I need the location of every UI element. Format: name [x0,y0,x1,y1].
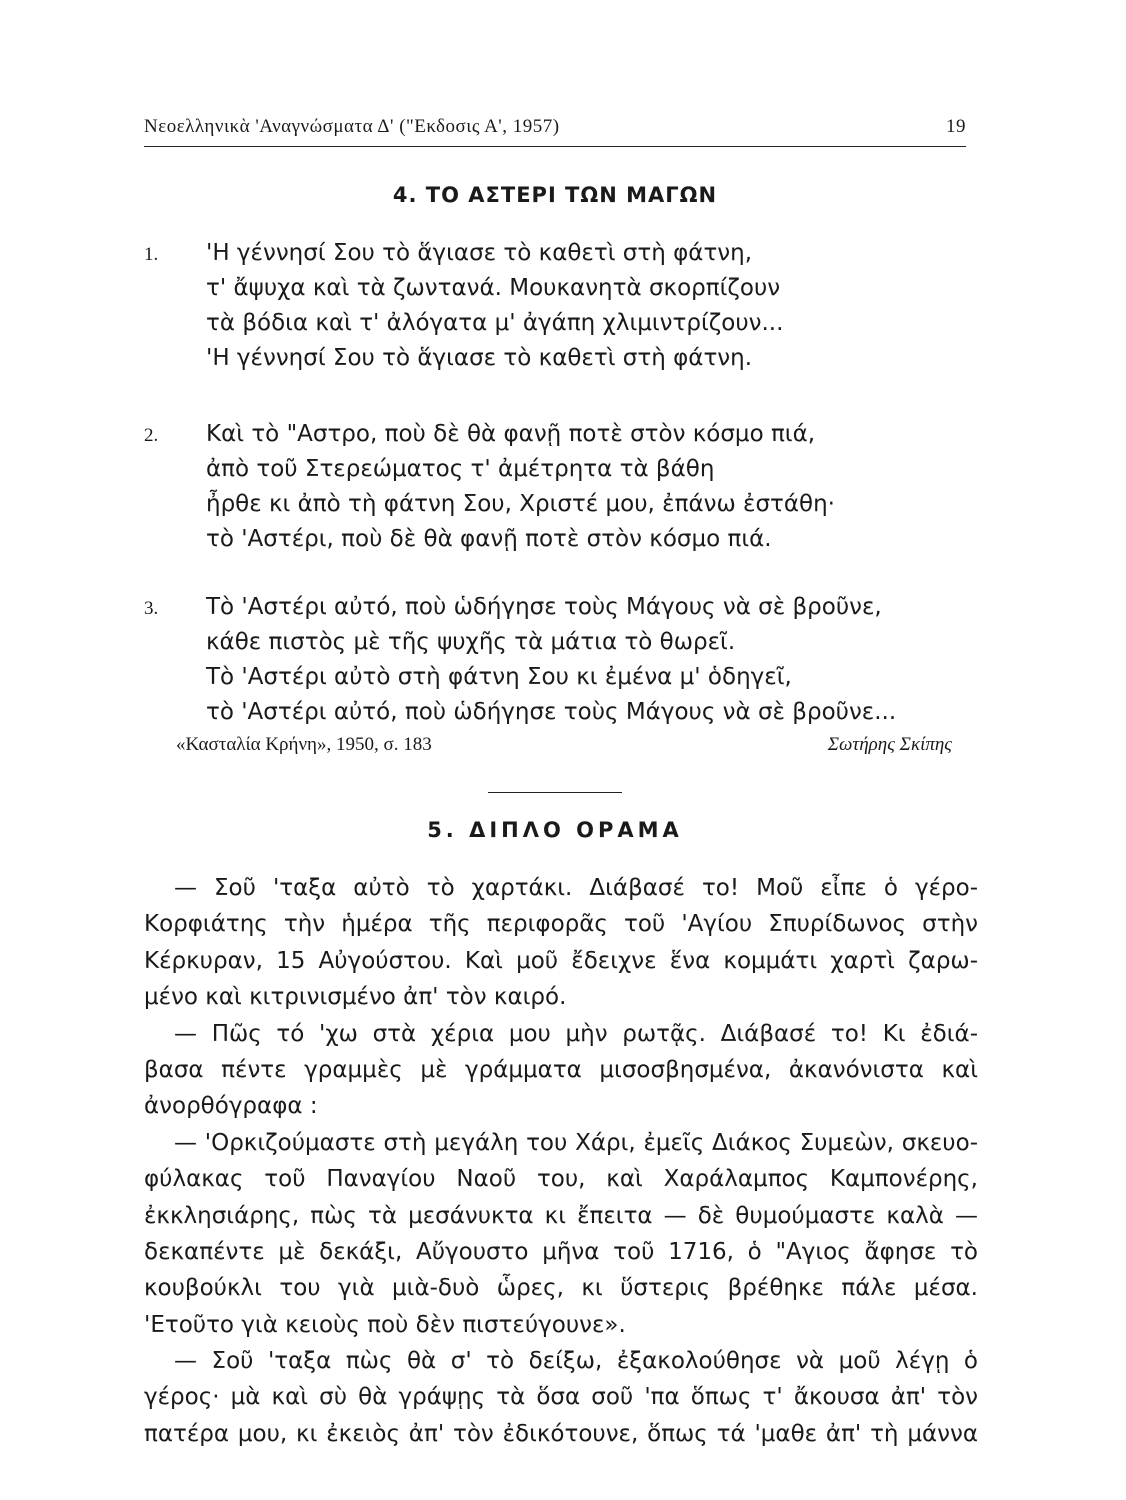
poem-title: 4. ΤΟ ΑΣΤΕΡΙ ΤΩΝ ΜΑΓΩΝ [392,183,718,207]
text-line: ἐκκλησιάρης, πὼς τὰ μεσάνυκτα κι ἔπειτα — δὲ θυμούμαστε καλὰ — [144,1202,978,1229]
text-line: 'Ετοῦτο γιὰ κειοὺς ποὺ δὲν πιστεύγουνε». [144,1311,626,1338]
verse-line: ἀπὸ τοῦ Στερεώματος τ' ἀμέτρητα τὰ βάθη [206,456,715,482]
verse-line: 'Η γέννησί Σου τὸ ἅγιασε τὸ καθετὶ στὴ φάτνη. [206,345,753,371]
poem-source [176,734,952,760]
text-line: μένο καὶ κιτρινισμένο ἀπ' τὸν καιρό. [144,984,567,1011]
verse-line: Καὶ τὸ "Αστρο, ποὺ δὲ θὰ φανῇ ποτὲ στὸν κόσμο πιά, [206,421,816,447]
text-line: γέρος· μὰ καὶ σὺ θὰ γράψῃς τὰ ὅσα σοῦ 'πα ὅπως τ' ἄκουσα ἀπ' τὸν [144,1384,978,1411]
text-line: βασα πέντε γραμμὲς μὲ γράμματα μισοσβησμένα, ἀκανόνιστα καὶ [144,1056,978,1083]
page-number: 19 [946,116,966,137]
text-line: κουβούκλι του γιὰ μιὰ-δυὸ ὧρες, κι ὕστερις βρέθηκε πάλε μέσα. [144,1275,978,1302]
running-header [144,116,966,147]
book-title: Νεοελληνικὰ 'Αναγνώσματα Δ' ("Εκδοσις Α', 1957) [144,116,560,137]
verse-line: τ' ἄψυχα καὶ τὰ ζωντανά. Μουκανητὰ σκορπίζουν [206,275,781,301]
stanza-number: 3. [144,598,159,619]
verse-line: Τὸ 'Αστέρι αὐτό, ποὺ ὡδήγησε τοὺς Μάγους νὰ σὲ βροῦνε, [206,594,882,620]
poem-author: Σωτήρης Σκίπης [827,734,952,755]
stanza-number: 2. [144,425,159,446]
text-line: δεκαπέντε μὲ δεκάξι, Αὔγουστο μῆνα τοῦ 1716, ὁ "Αγιος ἄφησε τὸ [144,1238,978,1265]
verse-line: τὸ 'Αστέρι, ποὺ δὲ θὰ φανῇ ποτὲ στὸν κόσμο πιά. [206,526,772,552]
text-line: — Σοῦ 'ταξα αὐτὸ τὸ χαρτάκι. Διάβασέ το! Μοῦ εἶπε ὁ γέρο- [174,875,978,901]
text-line: — Σοῦ 'ταξα πὼς θὰ σ' τὸ δείξω, ἐξακολούθησε νὰ μοῦ λέγῃ ὁ [174,1348,978,1375]
source-citation: «Κασταλία Κρήνη», 1950, σ. 183 [176,734,432,755]
text-line: πατέρα μου, κι ἐκειὸς ἀπ' τὸν ἐδικότουνε, ὅπως τά 'μαθε ἀπ' τὴ μάννα [144,1420,978,1447]
verse-line: κάθε πιστὸς μὲ τῆς ψυχῆς τὰ μάτια τὸ θωρεῖ. [206,629,736,655]
text-line: ἀνορθόγραφα : [144,1093,318,1120]
story-title: 5. ΔΙΠΛΟ ΟΡΑΜΑ [427,818,683,842]
text-line: Κέρκυραν, 15 Αὐγούστου. Καὶ μοῦ ἔδειχνε ἕνα κομμάτι χαρτὶ ζαρω- [144,947,978,974]
text-line: φύλακας τοῦ Παναγίου Ναοῦ του, καὶ Χαράλαμπος Καμπονέρης, [144,1166,978,1193]
verse-line: ἦρθε κι ἀπὸ τὴ φάτνη Σου, Χριστέ μου, ἐπάνω ἐστάθη· [206,491,835,517]
story-text [144,870,978,1452]
verse-line: τὰ βόδια καὶ τ' ἀλόγατα μ' ἀγάπη χλιμιντρίζουν... [206,310,784,336]
text-line: — Πῶς τό 'χω στὰ χέρια μου μὴν ρωτᾷς. Διάβασέ το! Κι ἐδιά- [174,1020,978,1047]
text-line: — 'Ορκιζούμαστε στὴ μεγάλη του Χάρι, ἐμεῖς Διάκος Συμεὼν, σκευο- [174,1129,978,1156]
verse-line: 'Η γέννησί Σου τὸ ἅγιασε τὸ καθετὶ στὴ φάτνη, [206,240,753,266]
section-divider [488,792,622,793]
stanza-number: 1. [144,244,159,265]
text-line: Κορφιάτης τὴν ἡμέρα τῆς περιφορᾶς τοῦ 'Αγίου Σπυρίδωνος στὴν [144,911,978,938]
verse-line: τὸ 'Αστέρι αὐτό, ποὺ ὡδήγησε τοὺς Μάγους νὰ σὲ βροῦνε... [206,699,897,725]
verse-line: Τὸ 'Αστέρι αὐτὸ στὴ φάτνη Σου κι ἐμένα μ' ὁδηγεῖ, [206,664,792,690]
